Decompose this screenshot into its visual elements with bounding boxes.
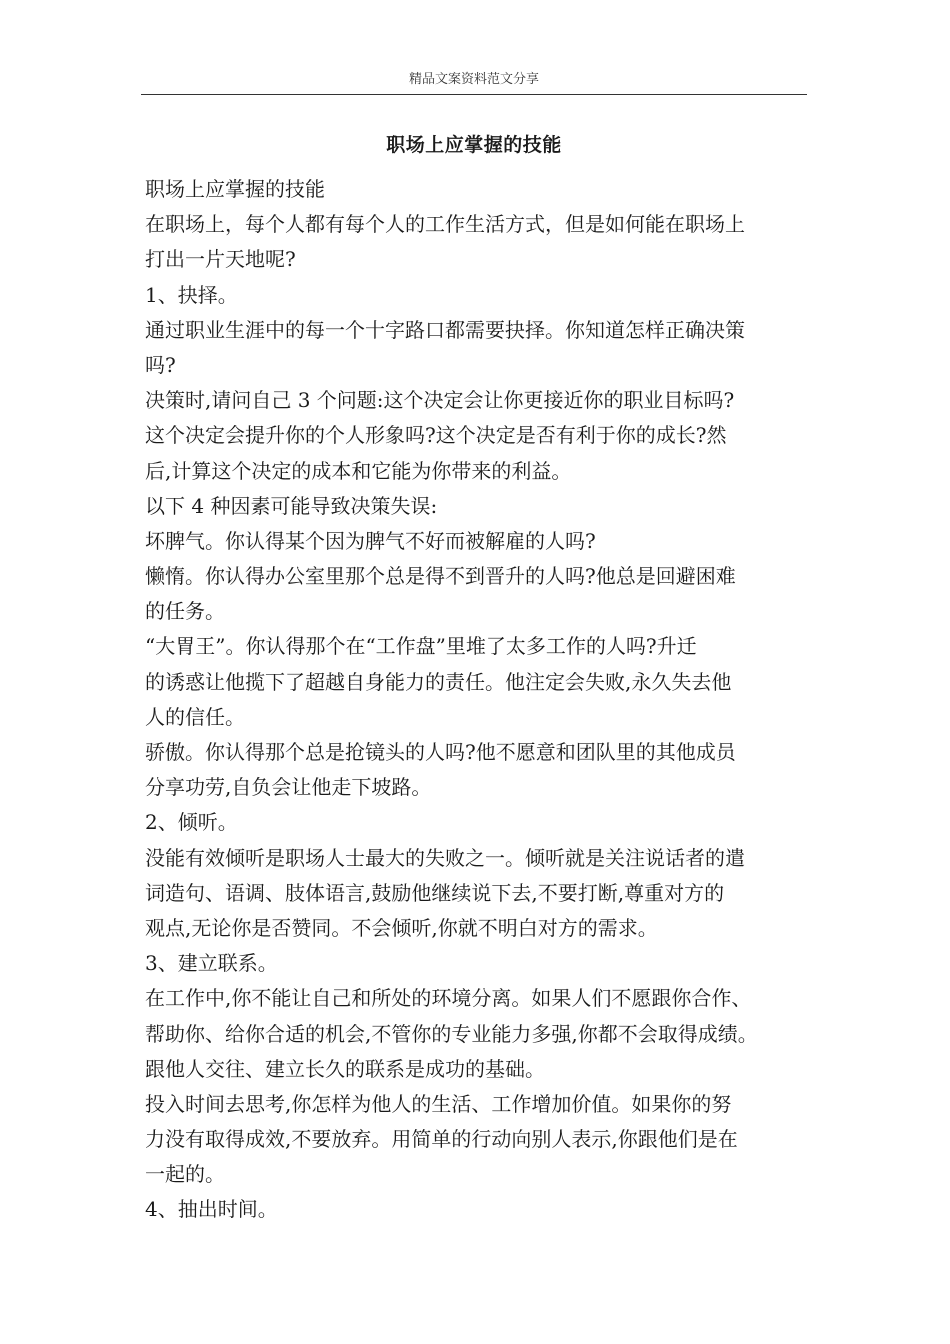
body-line: 职场上应掌握的技能 <box>145 177 325 201</box>
body-line: 人的信任。 <box>145 704 245 729</box>
body-line: 后,计算这个决定的成本和它能为你带来的利益。 <box>145 458 572 483</box>
body-line: 投入时间去思考,你怎样为他人的生活、工作增加价值。如果你的努 <box>145 1091 732 1116</box>
body-line: 观点,无论你是否赞同。不会倾听,你就不明白对方的需求。 <box>145 915 658 940</box>
document-body <box>145 172 813 1228</box>
body-line: 这个决定会提升你的个人形象吗?这个决定是否有利于你的成长?然 <box>145 423 727 448</box>
body-line: 词造句、语调、肢体语言,鼓励他继续说下去,不要打断,尊重对方的 <box>145 880 725 905</box>
body-line: 在职场上，每个人都有每个人的工作生活方式，但是如何能在职场上 <box>145 212 745 237</box>
body-line: 坏脾气。你认得某个因为脾气不好而被解雇的人吗? <box>145 528 596 553</box>
body-line: 跟他人交往、建立长久的联系是成功的基础。 <box>145 1056 545 1081</box>
body-line: 骄傲。你认得那个总是抢镜头的人吗?他不愿意和团队里的其他成员 <box>145 740 736 764</box>
body-line: 1、抉择。 <box>145 282 238 307</box>
body-line: “大胃王”。你认得那个在“工作盘”里堆了太多工作的人吗?升迁 <box>145 634 697 659</box>
body-line: 的任务。 <box>145 599 225 624</box>
header-text: 精品文案资料范文分享 <box>408 72 539 87</box>
body-line: 决策时,请问自己 3 个问题:这个决定会让你更接近你的职业目标吗? <box>145 388 735 413</box>
body-line: 3、建立联系。 <box>145 951 278 976</box>
body-line: 打出一片天地呢? <box>145 247 296 272</box>
body-line: 分享功劳,自负会让他走下坡路。 <box>145 775 432 800</box>
document-title: 职场上应掌握的技能 <box>386 134 562 156</box>
body-line: 帮助你、给你合适的机会,不管你的专业能力多强,你都不会取得成绩。 <box>145 1021 758 1046</box>
body-line: 力没有取得成效,不要放弃。用简单的行动向别人表示,你跟他们是在 <box>145 1127 738 1152</box>
body-line: 在工作中,你不能让自己和所处的环境分离。如果人们不愿跟你合作、 <box>145 986 752 1011</box>
body-line: 4、抽出时间。 <box>145 1197 278 1222</box>
body-line: 的诱惑让他揽下了超越自身能力的责任。他注定会失败,永久失去他 <box>145 669 732 694</box>
body-line: 没能有效倾听是职场人士最大的失败之一。倾听就是关注说话者的遣 <box>145 845 745 870</box>
body-line: 吗? <box>145 352 176 377</box>
body-line: 通过职业生涯中的每一个十字路口都需要抉择。你知道怎样正确决策 <box>145 317 745 342</box>
body-line: 以下 4 种因素可能导致决策失误: <box>145 493 438 518</box>
body-line: 2、倾听。 <box>145 810 238 835</box>
page-header <box>141 70 807 95</box>
body-line: 懒惰。你认得办公室里那个总是得不到晋升的人吗?他总是回避困难 <box>145 564 736 589</box>
body-line: 一起的。 <box>145 1162 225 1187</box>
